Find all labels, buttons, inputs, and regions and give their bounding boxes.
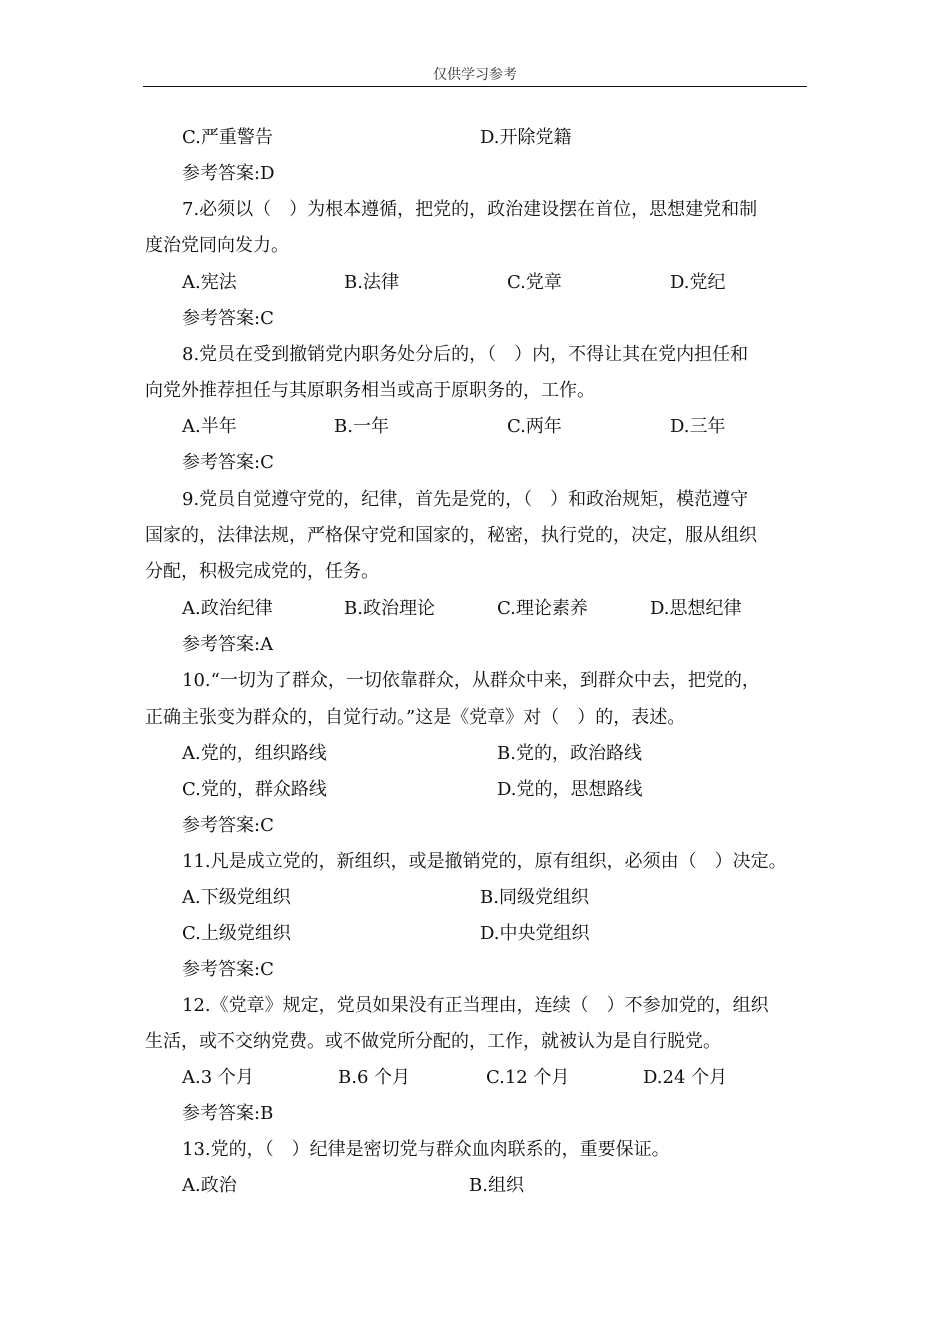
question-11-line-1: 11.凡是成立党的，新组织，或是撤销党的，原有组织，必须由（ ）决定。 [182,851,787,872]
question-10-line-2: 正确主张变为群众的，自觉行动。”这是《党章》对（ ）的，表述。 [145,707,686,728]
answer: 参考答案:B [182,1103,274,1124]
answer: 参考答案:C [182,959,274,980]
question-8-line-2: 向党外推荐担任与其原职务相当或高于原职务的，工作。 [145,380,595,401]
option-a: A.3 个月 [182,1067,254,1088]
option-c: C.两年 [507,416,562,437]
options-row [0,409,950,445]
option-d: D.党的，思想路线 [497,779,643,800]
options-row [0,1060,950,1096]
question-7-line-2: 度治党同向发力。 [145,235,289,256]
question-7-line-1: 7.必须以（ ）为根本遵循，把党的，政治建设摆在首位，思想建党和制 [182,199,758,220]
options-row [0,736,950,772]
option-d: D.中央党组织 [480,923,590,944]
options-row [0,120,950,156]
question-9-line-3: 分配，积极完成党的，任务。 [145,561,379,582]
question-10-line-1: 10.“一切为了群众，一切依靠群众，从群众中来，到群众中去，把党的， [182,670,760,691]
option-d: D.思想纪律 [650,598,742,619]
option-c: C.党章 [507,272,562,293]
option-c: C.理论素养 [497,598,588,619]
option-b: B.同级党组织 [480,887,589,908]
answer: 参考答案:C [182,308,274,329]
option-d: D.三年 [670,416,726,437]
header-divider [143,86,807,87]
question-9-line-1: 9.党员自觉遵守党的，纪律，首先是党的，（ ）和政治规矩，模范遵守 [182,489,749,510]
options-row [0,880,950,916]
answer: 参考答案:A [182,634,274,655]
answer: 参考答案:D [182,163,275,184]
option-b: B.一年 [334,416,389,437]
option-c: C.上级党组织 [182,923,291,944]
option-d: D.24 个月 [643,1067,728,1088]
option-a: A.政治 [182,1175,237,1196]
options-row [0,772,950,808]
question-12-line-1: 12.《党章》规定，党员如果没有正当理由，连续（ ）不参加党的，组织 [182,995,769,1016]
question-9-line-2: 国家的，法律法规，严格保守党和国家的，秘密，执行党的，决定，服从组织 [145,525,757,546]
options-row [0,265,950,301]
option-b: B.党的，政治路线 [497,743,642,764]
option-b: B.政治理论 [344,598,435,619]
option-d: D.党纪 [670,272,726,293]
option-a: A.党的，组织路线 [182,743,327,764]
option-c: C.党的，群众路线 [182,779,327,800]
option-d: D.开除党籍 [480,127,572,148]
answer: 参考答案:C [182,452,274,473]
question-8-line-1: 8.党员在受到撤销党内职务处分后的，（ ）内，不得让其在党内担任和 [182,344,749,365]
options-row [0,1168,950,1204]
question-13-line-1: 13.党的，（ ）纪律是密切党与群众血肉联系的，重要保证。 [182,1139,670,1160]
option-a: A.宪法 [182,272,237,293]
option-a: A.半年 [182,416,237,437]
option-a: A.政治纪律 [182,598,273,619]
options-row [0,591,950,627]
option-b: B.6 个月 [338,1067,411,1088]
option-b: B.法律 [344,272,399,293]
answer: 参考答案:C [182,815,274,836]
option-b: B.组织 [469,1175,524,1196]
header-text: 仅供学习参考 [433,67,517,83]
option-a: A.下级党组织 [182,887,291,908]
option-c: C.严重警告 [182,127,273,148]
option-c: C.12 个月 [486,1067,570,1088]
options-row [0,916,950,952]
question-12-line-2: 生活，或不交纳党费。或不做党所分配的，工作，就被认为是自行脱党。 [145,1031,721,1052]
